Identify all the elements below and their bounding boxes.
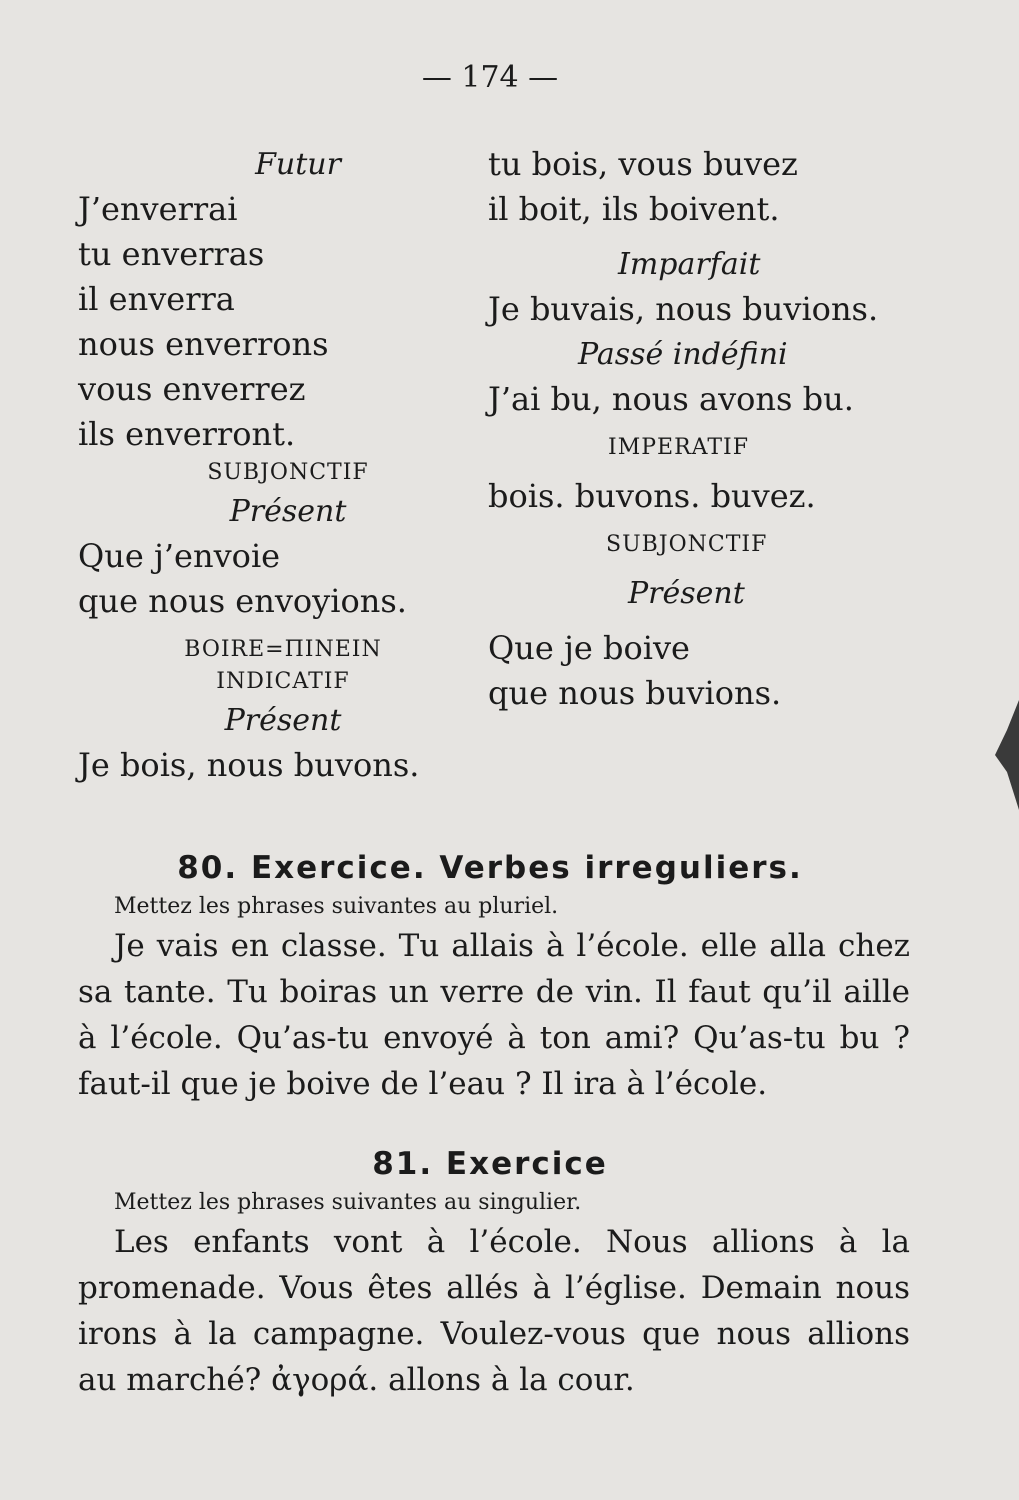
present-title: Présent	[628, 576, 745, 611]
conjugation-line: Je bois, nous buvons.	[78, 746, 420, 784]
conjugation-line: tu bois, vous buvez	[488, 145, 798, 183]
exercise-80	[70, 850, 910, 1107]
conjugation-line: Que je boive	[488, 629, 690, 667]
conjugation-line: il boit, ils boivent.	[488, 190, 780, 228]
right-column	[488, 142, 928, 716]
conjugation-line: vous enverrez	[78, 370, 306, 408]
indicatif-label: INDICATIF	[216, 669, 350, 694]
imperatif-label: IMPERATIF	[608, 435, 749, 460]
conjugation-line: J’enverrai	[78, 190, 238, 228]
subjonctif-label: SUBJONCTIF	[606, 532, 768, 557]
exercise-text: Les enfants vont à l’école. Nous allions à la promenade. Vous êtes allés à l’église. Demain nous irons à la campagne. Voulez-vous que nous allions au marché? ἀγορά. allons à la cour.	[78, 1224, 910, 1398]
conjugation-line: ils enverront.	[78, 415, 296, 453]
exercise-instruction: Mettez les phrases suivantes au pluriel.	[114, 894, 559, 919]
conjugation-line: Que j’envoie	[78, 537, 281, 575]
conjugation-line: il enverra	[78, 280, 235, 318]
exercise-text: Je vais en classe. Tu allais à l’école. elle alla chez sa tante. Tu boiras un verre de vin. Il faut qu’il aille à l’école. Qu’as-tu envoyé à ton ami? Qu’as-tu bu ? faut-il que je boive de l’eau ? Il ira à l’école.	[78, 928, 910, 1102]
conjugation-line: que nous buvions.	[488, 674, 782, 712]
conjugation-line: J’ai bu, nous avons bu.	[488, 380, 854, 418]
passe-title: Passé indéfini	[578, 337, 788, 372]
subjonctif-label: SUBJONCTIF	[207, 460, 369, 485]
exercise-81	[70, 1146, 910, 1403]
page-number: — 174 —	[421, 60, 559, 95]
conjugation-line: nous enverrons	[78, 325, 329, 363]
imparfait-title: Imparfait	[618, 247, 761, 282]
conjugation-line: tu enverras	[78, 235, 265, 273]
conjugation-line: que nous envoyions.	[78, 582, 407, 620]
exercise-heading: 81. Exercice	[372, 1146, 608, 1182]
conjugation-line: Je buvais, nous buvions.	[488, 290, 879, 328]
exercise-heading: 80. Exercice. Verbes irreguliers.	[177, 850, 803, 886]
present-title: Présent	[229, 494, 347, 529]
futur-title: Futur	[255, 147, 341, 182]
conjugation-line: bois. buvons. buvez.	[488, 477, 816, 515]
exercise-instruction: Mettez les phrases suivantes au singulier.	[114, 1190, 582, 1215]
present-title: Présent	[224, 703, 342, 738]
page-edge-ornament	[993, 700, 1019, 810]
boire-label: BOIRE=ΠΙΝΕΙΝ	[184, 637, 382, 662]
left-column	[78, 142, 478, 788]
